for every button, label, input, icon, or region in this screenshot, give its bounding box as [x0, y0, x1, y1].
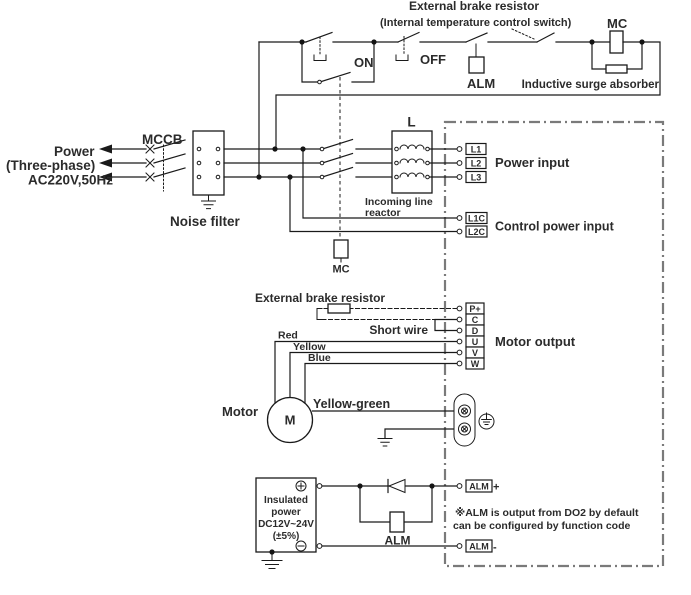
- wire: [627, 42, 642, 69]
- breaker-contact-x: [146, 173, 154, 181]
- breaker-contact-x: [146, 159, 154, 167]
- alm-note-line1: ※ALM is output from DO2 by default: [455, 507, 639, 519]
- alm-contact-blade: [466, 33, 487, 42]
- earth-ground-icon: [262, 561, 282, 569]
- arrow-left-icon: [99, 145, 112, 154]
- surge-absorber-label: Inductive surge absorber: [521, 79, 659, 91]
- filter-terminal: [216, 147, 220, 151]
- diode-icon: [389, 480, 405, 493]
- reactor-terminal: [395, 161, 399, 165]
- alm-note-line2: can be configured by function code: [453, 520, 631, 532]
- power-label-3: AC220V,50Hz: [28, 172, 114, 188]
- insulated-power-line2: power: [271, 507, 301, 518]
- surge-absorber-resistor-icon: [606, 65, 627, 73]
- terminal-circle: [457, 350, 462, 355]
- wire: [592, 42, 606, 69]
- mc-aux-contact-blade: [322, 73, 351, 82]
- terminal-circle: [457, 175, 462, 180]
- insulated-power-line4: (±5%): [272, 531, 300, 542]
- terminal-label: L3: [470, 172, 482, 183]
- noise-filter-label: Noise filter: [170, 214, 240, 229]
- junction-dot: [299, 39, 304, 44]
- terminal-circle: [457, 216, 462, 221]
- junction-dot: [429, 483, 434, 488]
- external-brake-resistor-label: External brake resistor: [255, 291, 386, 305]
- short-wire-label: Short wire: [369, 323, 428, 337]
- filter-terminal: [216, 175, 220, 179]
- mccb-label: MCCB: [142, 132, 183, 147]
- motor-symbol: M: [284, 412, 296, 428]
- mccb-breaker: [146, 140, 185, 191]
- mc-coil-label: MC: [332, 263, 350, 276]
- insulated-power-line3: DC12V~24V: [258, 519, 314, 530]
- control-power-terminals: [457, 213, 487, 238]
- off-label: OFF: [420, 52, 446, 67]
- power-input-label: Power input: [495, 155, 570, 170]
- terminal-sign: +: [493, 481, 500, 494]
- filter-terminal: [197, 175, 201, 179]
- terminal-circle: [457, 229, 462, 234]
- junction-dot: [357, 483, 362, 488]
- power-source: [99, 131, 320, 209]
- wire-yellow-label: Yellow: [293, 341, 326, 353]
- terminal-label: V: [471, 347, 479, 358]
- brake-wire-corner: [317, 309, 322, 320]
- on-contact-blade: [306, 33, 332, 43]
- temperature-switch-pointer: [512, 29, 534, 39]
- subtitle-temperature-switch: (Internal temperature control switch): [380, 17, 572, 29]
- contactor-pivot: [320, 175, 324, 179]
- on-label: ON: [354, 55, 374, 70]
- junction-dot: [269, 549, 274, 554]
- noise-filter: [193, 131, 224, 209]
- insulated-power-line1: Insulated: [264, 495, 308, 506]
- alm-operator-icon: [469, 57, 484, 73]
- reactor-tag: L: [407, 114, 416, 130]
- junction-dot: [371, 39, 376, 44]
- terminal-circle: [457, 484, 462, 489]
- breaker-blade: [154, 154, 185, 163]
- reactor-terminal: [426, 175, 430, 179]
- breaker-blade: [154, 168, 185, 177]
- output-terminals: [457, 303, 484, 369]
- contactor-blade: [324, 154, 353, 163]
- filter-terminal: [216, 161, 220, 165]
- wire-blue-label: Blue: [308, 352, 331, 364]
- reactor-terminal: [395, 175, 399, 179]
- yellow-green-label: Yellow-green: [313, 397, 391, 411]
- terminal-label: W: [470, 358, 480, 369]
- brake-resistor-icon: [328, 304, 350, 313]
- alm-relay-coil-icon: [390, 512, 404, 532]
- filter-terminal: [197, 147, 201, 151]
- terminal-label: L2C: [467, 226, 486, 237]
- terminal-circle: [457, 306, 462, 311]
- junction-dot: [287, 174, 292, 179]
- mc-coil-icon: [610, 31, 623, 53]
- earth-ground-icon: [378, 439, 392, 447]
- mc-contactor-coil-icon: [334, 240, 348, 258]
- wire-red-label: Red: [278, 329, 298, 342]
- reactor-name-2: reactor: [365, 207, 401, 219]
- terminal-label: D: [471, 325, 479, 336]
- wire: [302, 42, 318, 82]
- temperature-switch-blade: [537, 33, 554, 42]
- reactor-terminal: [395, 147, 399, 151]
- terminal-circle: [317, 484, 322, 489]
- mc-contactor: [320, 140, 394, 179]
- junction-dot: [300, 146, 305, 151]
- junction-dot: [589, 39, 594, 44]
- arrow-left-icon: [99, 159, 112, 168]
- power-input-terminals: [457, 144, 486, 183]
- labels: [6, 0, 660, 548]
- junction-dot: [272, 146, 277, 151]
- contactor-pivot: [320, 147, 324, 151]
- terminal-circle: [457, 328, 462, 333]
- terminal-circle: [457, 339, 462, 344]
- alm-top-label: ALM: [467, 76, 496, 91]
- terminal-label: ALM: [469, 481, 489, 492]
- terminal-label: L1: [470, 144, 482, 155]
- line-reactor: [392, 131, 457, 193]
- wire: [224, 149, 320, 177]
- junction-dot: [256, 174, 261, 179]
- wire: [430, 149, 458, 177]
- terminal-label: L2: [470, 158, 482, 169]
- off-contact-blade: [398, 33, 419, 43]
- reactor-terminal: [426, 147, 430, 151]
- reactor-terminal: [426, 161, 430, 165]
- on-pushbutton-icon: [314, 55, 326, 61]
- terminal-circle: [457, 147, 462, 152]
- filter-terminal: [197, 161, 201, 165]
- ground-terminal-block: [454, 394, 475, 446]
- wire: [356, 149, 394, 177]
- terminal-label: L1C: [467, 213, 486, 224]
- reactor-name-1: Incoming line: [365, 196, 433, 208]
- contactor-blade: [324, 140, 353, 149]
- junction-dot: [639, 39, 644, 44]
- power-label-1: Power: [54, 144, 95, 159]
- ground-terminals: [454, 394, 494, 446]
- terminal-label: U: [471, 336, 479, 347]
- terminal-circle: [457, 544, 462, 549]
- terminal-label: ALM: [469, 541, 489, 552]
- motor-output-label: Motor output: [495, 334, 576, 349]
- terminal-label: C: [471, 314, 479, 325]
- terminal-circle: [457, 317, 462, 322]
- contactor-pivot: [320, 161, 324, 165]
- alm-relay-label: ALM: [384, 533, 411, 548]
- terminal-circle: [317, 544, 322, 549]
- control-power-input-label: Control power input: [495, 219, 614, 234]
- terminal-sign: -: [493, 541, 497, 554]
- title-external-brake-resistor: External brake resistor: [409, 0, 540, 13]
- terminal-circle: [457, 161, 462, 166]
- off-pushbutton-icon: [396, 55, 408, 61]
- terminal-circle: [457, 361, 462, 366]
- earth-ground-icon: [202, 201, 216, 209]
- motor-label: Motor: [222, 404, 259, 419]
- contactor-blade: [324, 168, 353, 177]
- mc-top-label: MC: [607, 16, 628, 31]
- power-label-2: (Three-phase): [6, 158, 96, 173]
- terminal-label: P+: [469, 303, 481, 314]
- aux-contact-pivot: [318, 80, 322, 84]
- wire: [276, 42, 660, 149]
- motor-circuit: [268, 342, 458, 447]
